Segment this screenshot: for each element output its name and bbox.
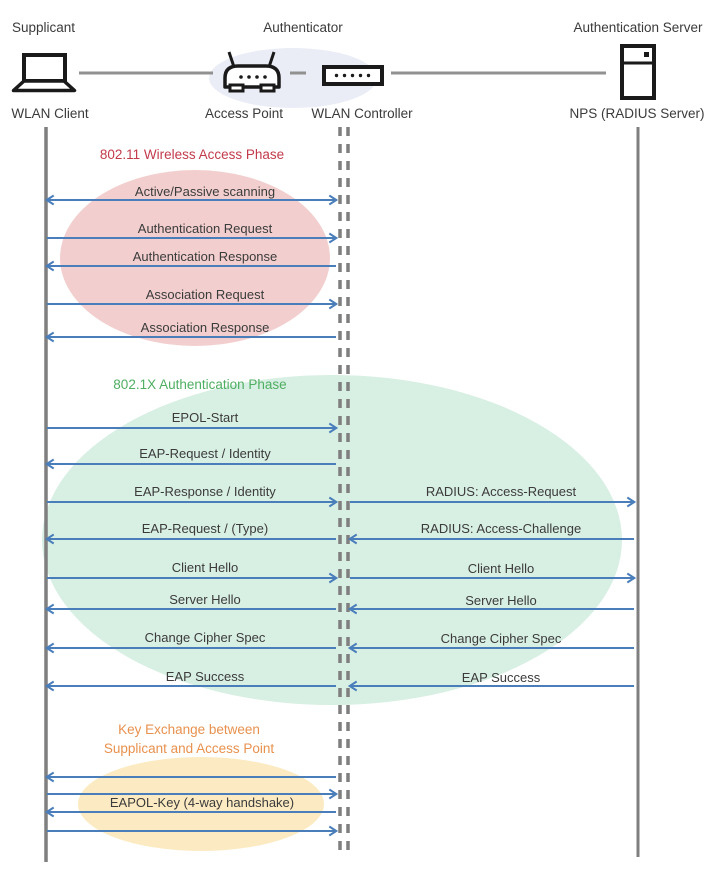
device-wlan-client: WLAN Client bbox=[11, 106, 89, 121]
server-icon bbox=[622, 46, 654, 98]
message-eap-success-left: EAP Success bbox=[165, 669, 245, 684]
message-eap-success-right: EAP Success bbox=[461, 670, 541, 685]
message-authentication-response: Authentication Response bbox=[132, 249, 278, 264]
message-eap-request-type: EAP-Request / (Type) bbox=[141, 521, 269, 536]
message-radius-access-request: RADIUS: Access-Request bbox=[425, 484, 577, 499]
message-radius-access-challenge: RADIUS: Access-Challenge bbox=[420, 521, 582, 536]
message-change-cipher-right: Change Cipher Spec bbox=[440, 631, 562, 646]
role-supplicant: Supplicant bbox=[12, 20, 76, 35]
role-authenticator: Authenticator bbox=[263, 20, 343, 35]
device-wlan-controller: WLAN Controller bbox=[311, 106, 413, 121]
message-active-passive-scanning: Active/Passive scanning bbox=[134, 184, 276, 199]
message-client-hello-right: Client Hello bbox=[467, 561, 535, 576]
wlan-controller-icon bbox=[324, 67, 382, 84]
phase3-title-line2: Supplicant and Access Point bbox=[103, 741, 275, 756]
device-access-point: Access Point bbox=[204, 106, 284, 121]
device-nps-radius: NPS (RADIUS Server) bbox=[569, 106, 705, 121]
message-authentication-request: Authentication Request bbox=[137, 221, 273, 236]
message-eapol-key: EAPOL-Key (4-way handshake) bbox=[109, 795, 295, 810]
role-authentication-server: Authentication Server bbox=[573, 20, 703, 35]
message-server-hello-right: Server Hello bbox=[465, 593, 537, 608]
message-change-cipher-left: Change Cipher Spec bbox=[144, 630, 266, 645]
phase2-title: 802.1X Authentication Phase bbox=[113, 377, 287, 392]
message-association-request: Association Request bbox=[145, 287, 265, 302]
message-client-hello-left: Client Hello bbox=[171, 560, 239, 575]
message-eap-request-identity: EAP-Request / Identity bbox=[139, 446, 271, 461]
phase1-title: 802.11 Wireless Access Phase bbox=[99, 147, 285, 162]
message-eap-response-identity: EAP-Response / Identity bbox=[134, 484, 276, 499]
message-server-hello-left: Server Hello bbox=[169, 592, 241, 607]
message-association-response: Association Response bbox=[140, 320, 270, 335]
phase3-title-line1: Key Exchange between bbox=[118, 722, 260, 737]
message-epol-start: EPOL-Start bbox=[171, 410, 239, 425]
laptop-icon bbox=[14, 55, 75, 91]
